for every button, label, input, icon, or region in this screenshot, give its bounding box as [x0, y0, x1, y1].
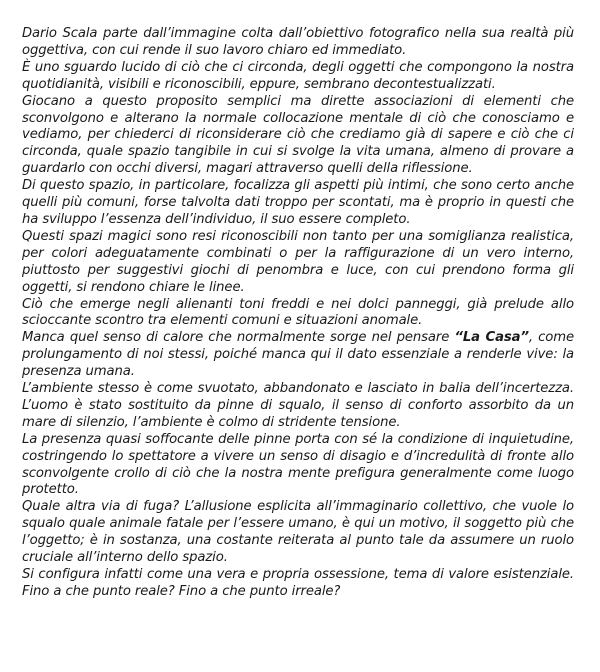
- paragraph-1: Dario Scala parte dall’immagine colta dall’obiettivo fotografico nella sua realtà più oggettiva, con cui rende il suo lavoro chiaro ed immediato.: [22, 26, 574, 58]
- paragraph-2: È uno sguardo lucido di ciò che ci circonda, degli oggetti che compongono la nostra quotidianità, visibili e riconoscibili, eppure, sembrano decontestualizzati.: [22, 59, 574, 92]
- paragraph-9: La presenza quasi soffocante delle pinne porta con sé la condizione di inquietudine, costringendo lo spettatore a vivere un senso di disagio e d’incredulità di fronte allo sconvolgente crollo di ciò che la nostra mente prefigura generalmente come luogo protetto.: [22, 431, 574, 498]
- paragraph-7: [22, 330, 574, 381]
- paragraph-7-before: Manca quel senso di calore che normalmente sorge nel pensare: [22, 330, 455, 346]
- paragraph-6: Ciò che emerge negli alienanti toni freddi e nei dolci panneggi, già prelude allo scioccante scontro tra elementi comuni e situazioni anomale.: [22, 296, 574, 329]
- paragraph-5: Questi spazi magici sono resi riconoscibili non tanto per una somiglianza realistica, per colori adeguatamente combinati o per la raffigurazione di un vero interno, piuttosto per suggestivi giochi di penombra e luce, con cui prendono forma gli oggetti, si rendono chiare le linee.: [22, 228, 574, 295]
- la-casa-quote: “La Casa”: [454, 330, 529, 346]
- paragraph-3: Giocano a questo proposito semplici ma dirette associazioni di elementi che sconvolgono e alterano la normale collocazione mentale di ciò che conosciamo e vediamo, per chiederci di riconsiderare ciò che crediamo già di sapere e ciò che ci circonda, quale spazio tangibile in cui si svolge la vita umana, almeno di provare a guardarlo con occhi diversi, magari attraverso quelli della riflessione.: [22, 93, 574, 177]
- paragraph-11: Si configura infatti come una vera e propria ossessione, tema di valore esistenziale. Fino a che punto reale? Fino a che punto irreale?: [22, 567, 574, 599]
- paragraph-10: Quale altra via di fuga? L’allusione esplicita all’immaginario collettivo, che vuole lo squalo quale animale fatale per l’essere umano, è qui un motivo, il soggetto più che l’oggetto; è in sostanza, una costante reiterata al punto tale da assumere un ruolo cruciale all’interno dello spazio.: [22, 499, 574, 566]
- paragraph-8: L’ambiente stesso è come svuotato, abbandonato e lasciato in balia dell’incertezza. L’uomo è stato sostituito da pinne di squalo, il senso di conforto assorbito da un mare di silenzio, l’ambiente è colmo di stridente tensione.: [22, 381, 574, 430]
- paragraph-7-after: , come prolungamento di noi stessi, poiché manca qui il dato essenziale a renderle vive: la presenza umana.: [22, 330, 575, 380]
- paragraph-4: Di questo spazio, in particolare, focalizza gli aspetti più intimi, che sono certo anche quelli più comuni, forse talvolta dati troppo per scontati, ma è proprio in questi che ha sviluppo l’essenza dell’individuo, il suo essere completo.: [22, 178, 574, 227]
- document-body: [22, 26, 574, 601]
